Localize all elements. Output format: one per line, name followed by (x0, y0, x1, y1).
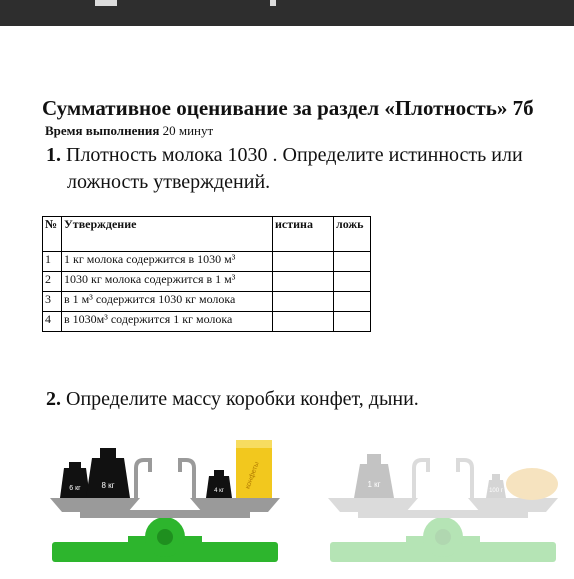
weight-left-knob (367, 454, 381, 465)
question-2-number: 2. (46, 388, 61, 410)
header-number: № (43, 217, 62, 252)
row-number: 1 (43, 252, 62, 272)
question-1-text-line1: Плотность молока 1030 . Определите истинность или (66, 144, 523, 166)
row-statement: в 1 м³ содержится 1030 кг молока (62, 292, 273, 312)
right-pan (468, 498, 558, 512)
weight-right-label: 100 г (489, 488, 503, 494)
page-title: Суммативное оценивание за раздел «Плотность» 7б (42, 96, 534, 120)
true-cell[interactable] (273, 272, 334, 292)
time-value: 20 минут (162, 123, 214, 138)
weight-right-knob (492, 474, 500, 481)
row-number: 4 (43, 312, 62, 332)
row-statement: 1 кг молока содержится в 1030 м³ (62, 252, 273, 272)
weight-large (86, 458, 130, 498)
scale-pivot-center (435, 529, 451, 545)
table-row (43, 312, 371, 332)
true-cell[interactable] (273, 292, 334, 312)
weight-large-knob (100, 448, 116, 459)
balance-scale-candy (50, 432, 280, 574)
table-header-row (43, 217, 371, 252)
candy-box-top (236, 440, 272, 448)
right-pan (190, 498, 280, 512)
top-bar-fragment (95, 0, 117, 6)
candy-box-label: конфеты (244, 460, 261, 491)
false-cell[interactable] (334, 272, 371, 292)
true-cell[interactable] (273, 252, 334, 272)
statements-table (42, 216, 371, 332)
table-row (43, 292, 371, 312)
header-statement: Утверждение (62, 217, 273, 252)
false-cell[interactable] (334, 312, 371, 332)
balance-scale-candy-drawing (50, 432, 280, 574)
header-true: истина (273, 217, 334, 252)
weight-small-label: 6 кг (69, 485, 81, 492)
time-label: Время выполнения (45, 123, 160, 138)
weight-right-knob (214, 470, 224, 477)
balance-scale-melon-drawing (328, 432, 558, 574)
weight-right (206, 476, 232, 498)
balance-scale-melon (328, 432, 558, 574)
table-row (43, 272, 371, 292)
weight-right-label: 4 кг (214, 488, 224, 494)
true-cell[interactable] (273, 312, 334, 332)
scale-pivot-center (157, 529, 173, 545)
left-hook (136, 460, 150, 498)
question-2-text: Определите массу коробки конфет, дыни. (66, 388, 419, 410)
right-hook (458, 460, 472, 498)
question-1 (46, 142, 571, 196)
weight-small (60, 468, 90, 498)
false-cell[interactable] (334, 252, 371, 272)
header-false: ложь (334, 217, 371, 252)
question-2 (46, 388, 419, 411)
melon (506, 468, 558, 500)
top-bar-fragment (270, 0, 276, 6)
question-1-text-line2: ложность утверждений. (67, 171, 271, 193)
row-number: 3 (43, 292, 62, 312)
top-bar (0, 0, 574, 26)
weight-large-label: 8 кг (101, 481, 115, 490)
weight-small-knob (69, 462, 81, 469)
row-number: 2 (43, 272, 62, 292)
left-pan (328, 498, 418, 512)
left-pan (50, 498, 140, 512)
false-cell[interactable] (334, 292, 371, 312)
row-statement: 1030 кг молока содержится в 1 м³ (62, 272, 273, 292)
question-1-number: 1. (46, 144, 61, 166)
time-line (45, 123, 213, 139)
weight-left-label: 1 кг (367, 480, 381, 489)
table-row (43, 252, 371, 272)
left-hook (414, 460, 428, 498)
row-statement: в 1030м³ содержится 1 кг молока (62, 312, 273, 332)
right-hook (180, 460, 194, 498)
